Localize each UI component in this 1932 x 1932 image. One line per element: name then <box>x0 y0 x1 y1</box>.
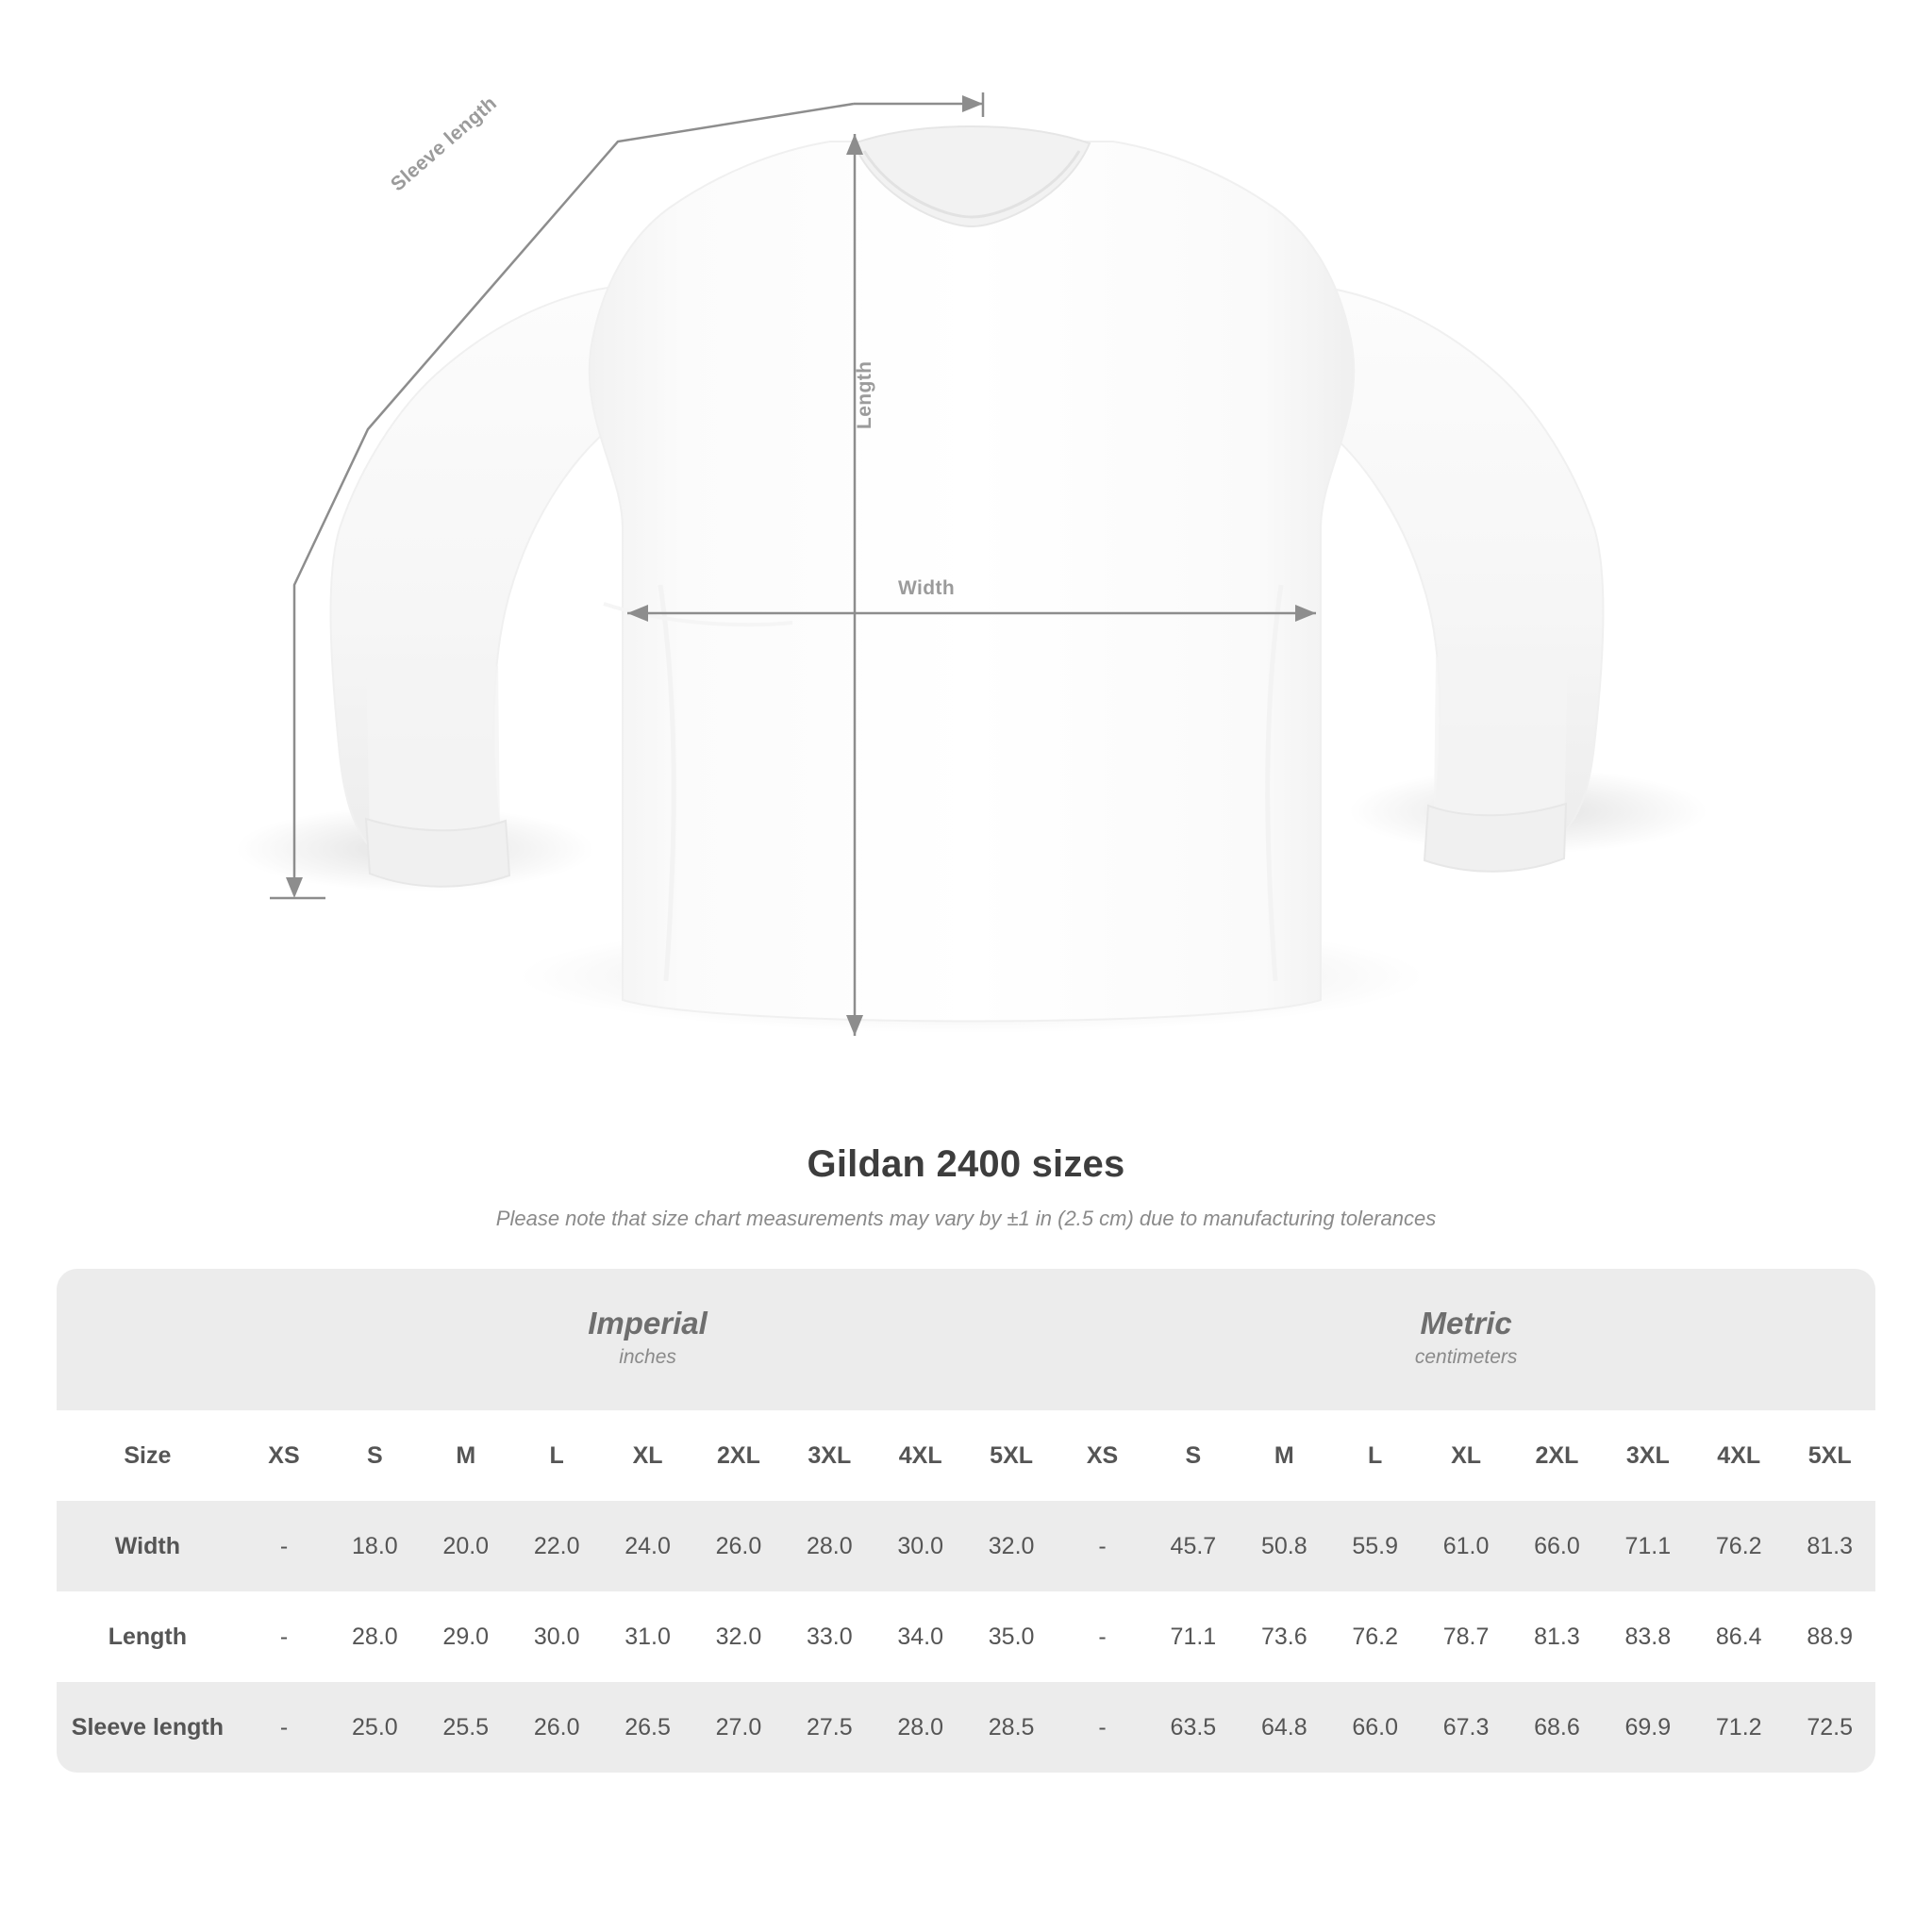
size-header-cell: 4XL <box>875 1410 966 1501</box>
cell: 81.3 <box>1784 1501 1875 1591</box>
cell: 35.0 <box>966 1591 1057 1682</box>
cell: 72.5 <box>1784 1682 1875 1773</box>
cell: 71.2 <box>1693 1682 1784 1773</box>
cell: 26.5 <box>602 1682 692 1773</box>
cell: - <box>1057 1591 1147 1682</box>
cell: 64.8 <box>1239 1682 1329 1773</box>
unit-group-metric-sub: centimeters <box>1414 1346 1518 1369</box>
size-header-cell: XL <box>1421 1410 1511 1501</box>
size-header-cell: 3XL <box>784 1410 874 1501</box>
cell: 32.0 <box>966 1501 1057 1591</box>
size-header-cell: 4XL <box>1693 1410 1784 1501</box>
cell: 68.6 <box>1511 1682 1602 1773</box>
cell: 28.0 <box>784 1501 874 1591</box>
width-dimension-label: Width <box>898 577 956 599</box>
cell: 50.8 <box>1239 1501 1329 1591</box>
cell: 28.0 <box>329 1591 420 1682</box>
cell: 27.5 <box>784 1682 874 1773</box>
cell: 88.9 <box>1784 1591 1875 1682</box>
size-header-cell: 5XL <box>1784 1410 1875 1501</box>
cell: 71.1 <box>1148 1591 1239 1682</box>
cell: 26.0 <box>511 1682 602 1773</box>
cell: 30.0 <box>511 1591 602 1682</box>
unit-group-imperial-sub: inches <box>619 1346 676 1369</box>
cell: 28.5 <box>966 1682 1057 1773</box>
size-chart-table <box>57 1269 1875 1773</box>
unit-header-spacer <box>57 1269 239 1410</box>
cell: 61.0 <box>1421 1501 1511 1591</box>
size-header-cell: S <box>329 1410 420 1501</box>
cell: 18.0 <box>329 1501 420 1591</box>
unit-group-metric <box>1057 1269 1875 1410</box>
cell: 69.9 <box>1603 1682 1693 1773</box>
cell: 73.6 <box>1239 1591 1329 1682</box>
tolerance-note: Please note that size chart measurements may vary by ±1 in (2.5 cm) due to manufacturing tolerances <box>495 1207 1437 1230</box>
cell: 63.5 <box>1148 1682 1239 1773</box>
cell: - <box>1057 1501 1147 1591</box>
cell: 67.3 <box>1421 1682 1511 1773</box>
cell: - <box>1057 1682 1147 1773</box>
size-header-cell: M <box>1239 1410 1329 1501</box>
sleeve-length-dimension-label: Sleeve length <box>387 92 502 196</box>
cell: 22.0 <box>511 1501 602 1591</box>
cell: 55.9 <box>1329 1501 1420 1591</box>
cell: - <box>239 1591 329 1682</box>
table-row <box>57 1591 1875 1682</box>
size-header-cell: 2XL <box>1511 1410 1602 1501</box>
cell: 76.2 <box>1329 1591 1420 1682</box>
cell: 78.7 <box>1421 1591 1511 1682</box>
cell: 28.0 <box>875 1682 966 1773</box>
size-header-cell: 3XL <box>1603 1410 1693 1501</box>
cell: 76.2 <box>1693 1501 1784 1591</box>
cell: 25.0 <box>329 1682 420 1773</box>
cell: 34.0 <box>875 1591 966 1682</box>
cell: - <box>239 1682 329 1773</box>
size-header-cell: XS <box>1057 1410 1147 1501</box>
table-row <box>57 1501 1875 1591</box>
cell: 83.8 <box>1603 1591 1693 1682</box>
row-label-length: Length <box>57 1591 239 1682</box>
size-header-label: Size <box>57 1410 239 1501</box>
cell: 26.0 <box>693 1501 784 1591</box>
size-header-cell: M <box>421 1410 511 1501</box>
unit-header-row <box>57 1269 1875 1410</box>
cell: 27.0 <box>693 1682 784 1773</box>
size-header-cell: 2XL <box>693 1410 784 1501</box>
size-header-cell: L <box>511 1410 602 1501</box>
row-label-width: Width <box>57 1501 239 1591</box>
cell: 45.7 <box>1148 1501 1239 1591</box>
cell: 33.0 <box>784 1591 874 1682</box>
size-header-cell: 5XL <box>966 1410 1057 1501</box>
unit-group-imperial <box>239 1269 1058 1410</box>
page-title: Gildan 2400 sizes <box>807 1143 1125 1185</box>
cell: 86.4 <box>1693 1591 1784 1682</box>
size-header-cell: L <box>1329 1410 1420 1501</box>
cell: 31.0 <box>602 1591 692 1682</box>
size-header-cell: XL <box>602 1410 692 1501</box>
size-header-row <box>57 1410 1875 1501</box>
cell: 66.0 <box>1511 1501 1602 1591</box>
cell: 71.1 <box>1603 1501 1693 1591</box>
cell: 66.0 <box>1329 1682 1420 1773</box>
cell: 30.0 <box>875 1501 966 1591</box>
cell: 25.5 <box>421 1682 511 1773</box>
cell: 29.0 <box>421 1591 511 1682</box>
title-block <box>0 1143 1932 1231</box>
cell: 24.0 <box>602 1501 692 1591</box>
size-table-wrapper <box>57 1269 1875 1773</box>
cell: - <box>239 1501 329 1591</box>
row-label-sleeve-length: Sleeve length <box>57 1682 239 1773</box>
length-dimension-label: Length <box>854 360 875 429</box>
unit-group-metric-name: Metric <box>1420 1306 1512 1341</box>
cell: 81.3 <box>1511 1591 1602 1682</box>
cell: 20.0 <box>421 1501 511 1591</box>
unit-group-imperial-name: Imperial <box>588 1306 708 1341</box>
size-header-cell: S <box>1148 1410 1239 1501</box>
size-header-cell: XS <box>239 1410 329 1501</box>
table-row <box>57 1682 1875 1773</box>
cell: 32.0 <box>693 1591 784 1682</box>
